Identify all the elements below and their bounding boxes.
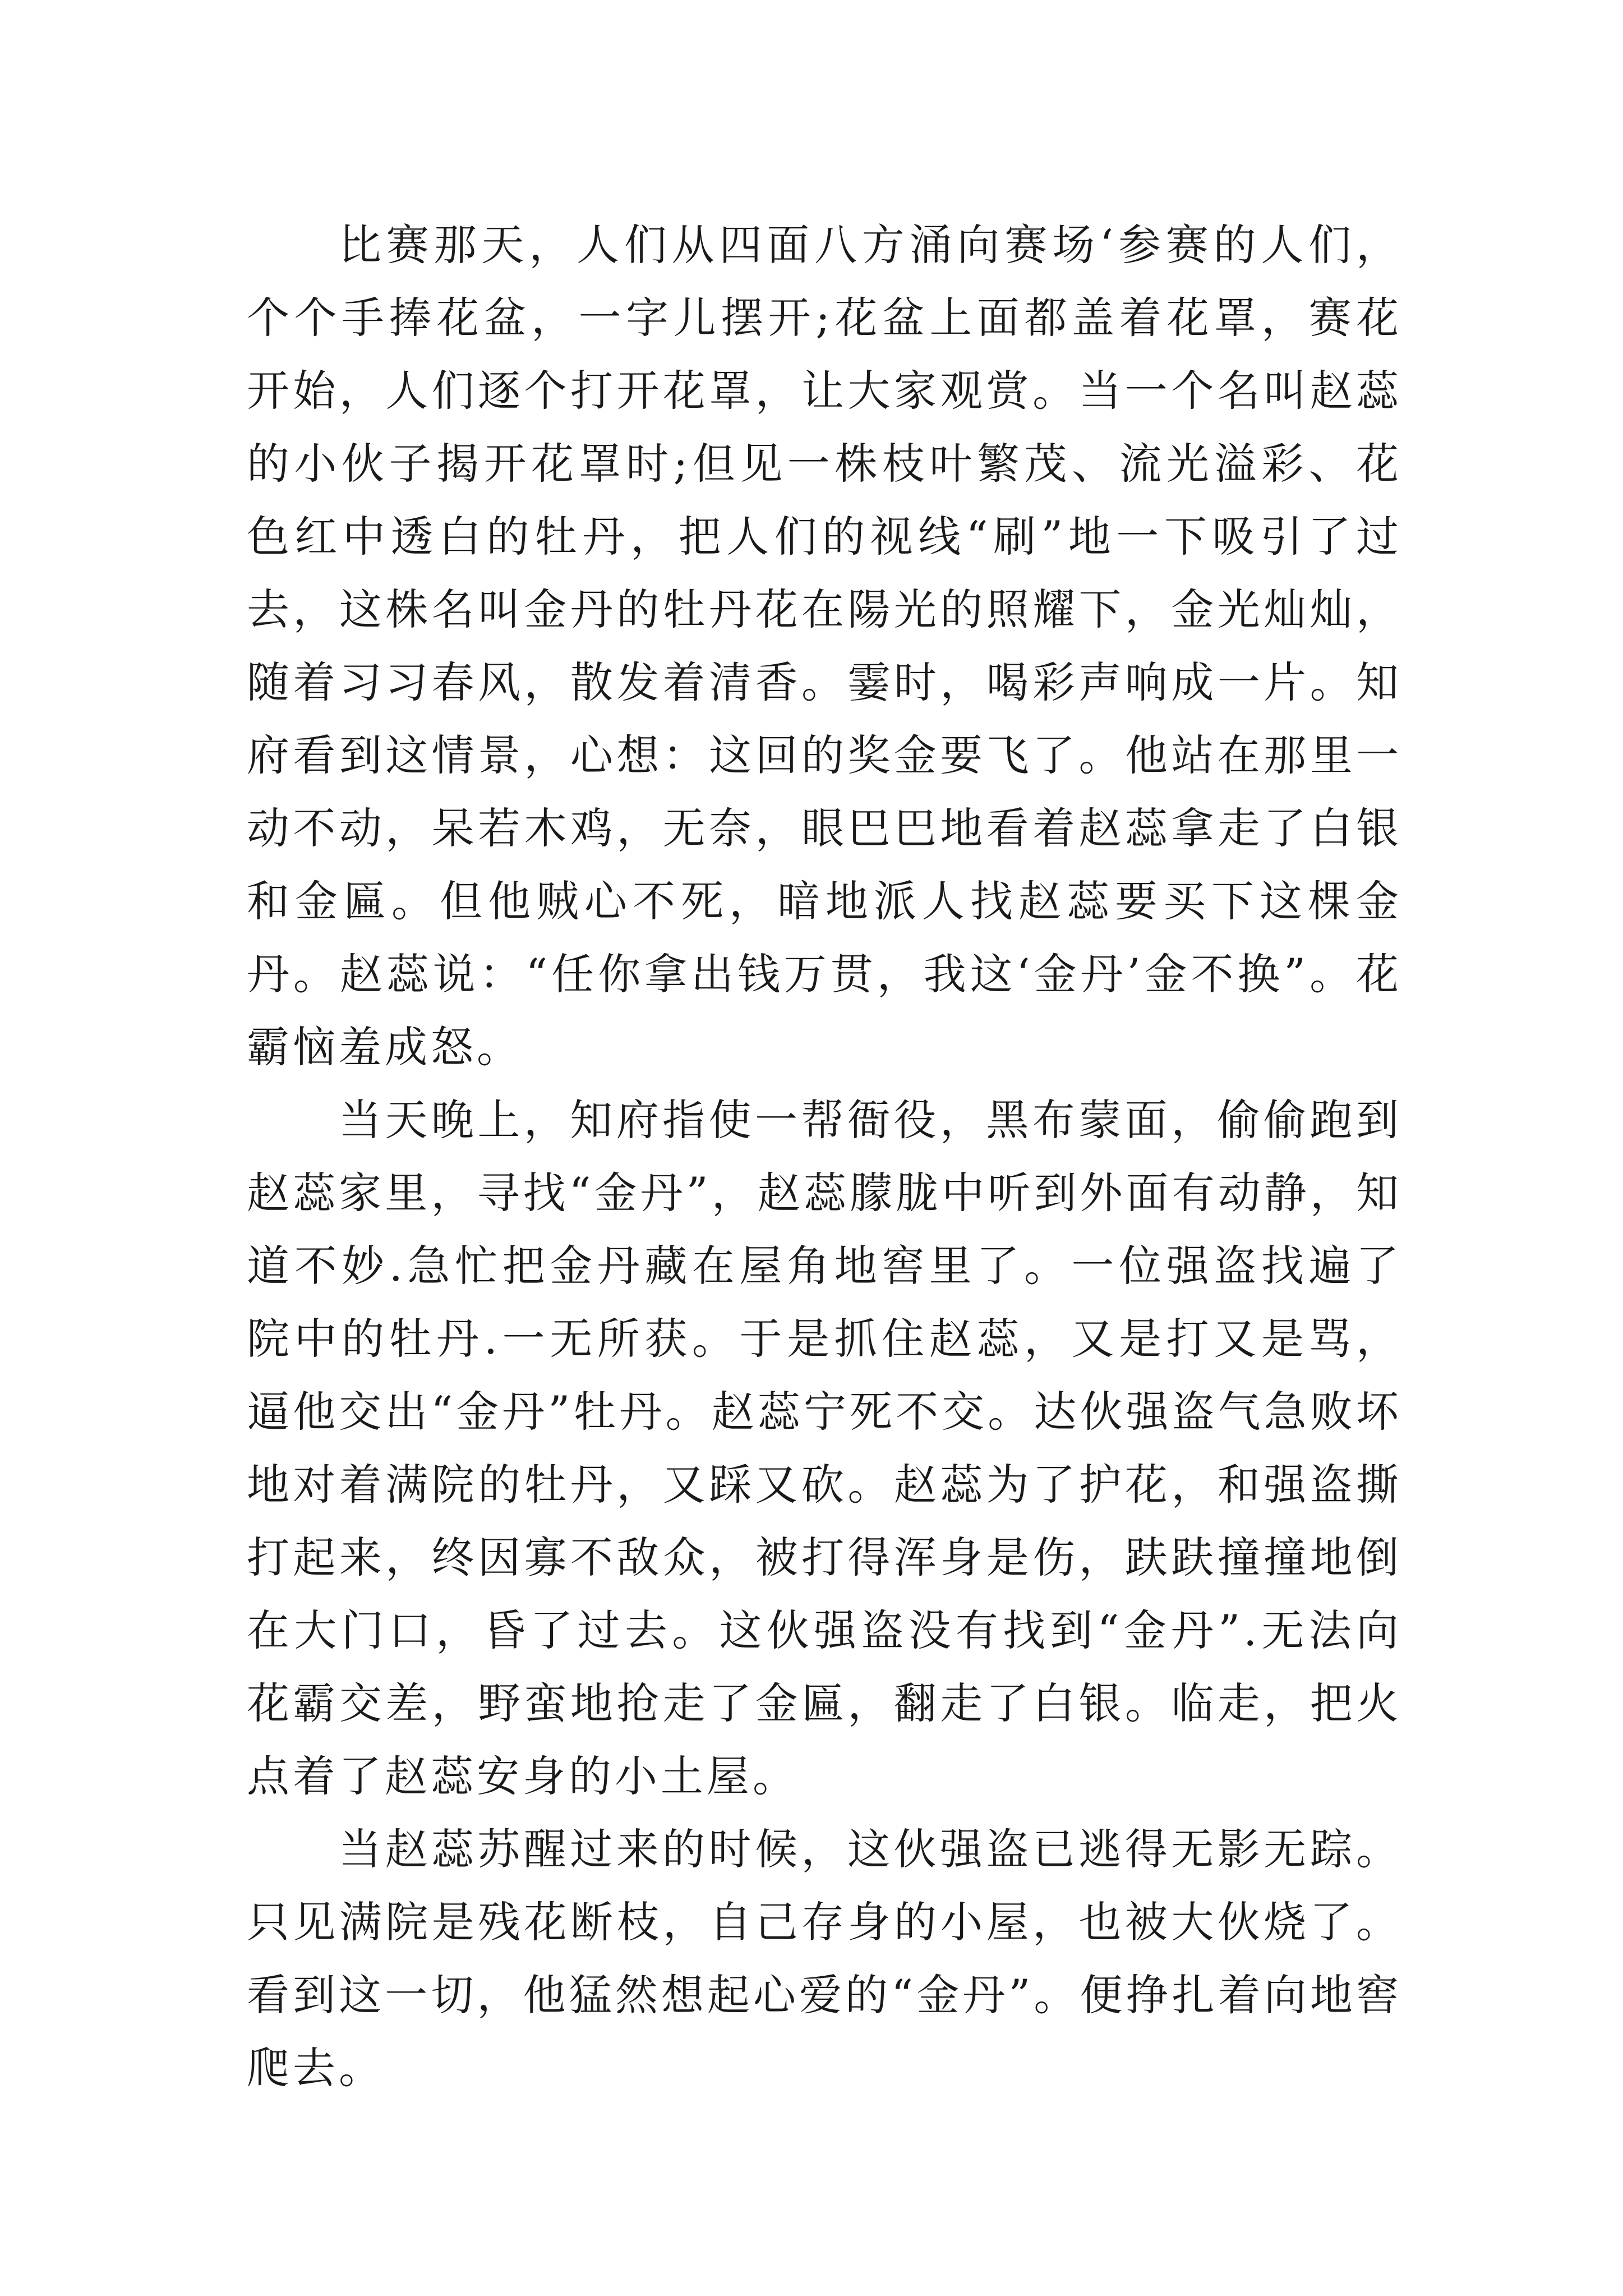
paragraph-1: 比赛那天，人们从四面八方涌向赛场‘参赛的人们，个个手捧花盆，一字儿摆开;花盆上面都盖着花罩，赛花开始，人们逐个打开花罩，让大家观赏。当一个名叫赵蕊的小伙子揭开花罩时;但见一株枝叶繁茂、流光溢彩、花色红中透白的牡丹，把人们的视线“刷”地一下吸引了过去，这株名叫金丹的牡丹花在陽光的照耀下，金光灿灿，随着习习春风，散发着清香。霎时，喝彩声响成一片。知府看到这情景，心想：这回的奖金要飞了。他站在那里一动不动，呆若木鸡，无奈，眼巴巴地看着赵蕊拿走了白银和金匾。但他贼心不死，暗地派人找赵蕊要买下这棵金丹。赵蕊说：“任你拿出钱万贯，我这‘金丹’金不换”。花霸恼羞成怒。 <box>247 220 1402 1072</box>
paragraph-3: 当赵蕊苏醒过来的时候，这伙强盗已逃得无影无踪。只见满院是残花断枝，自己存身的小屋，也被大伙烧了。看到这一切，他猛然想起心爱的“金丹”。便挣扎着向地窖爬去。 <box>247 1824 1402 2093</box>
paragraph-2: 当天晚上，知府指使一帮衙役，黑布蒙面，偷偷跑到赵蕊家里，寻找“金丹”，赵蕊朦胧中听到外面有动静，知道不妙.急忙把金丹藏在屋角地窖里了。一位强盗找遍了院中的牡丹.一无所获。于是抓住赵蕊，又是打又是骂，逼他交出“金丹”牡丹。赵蕊宁死不交。达伙强盗气急败坏地对着满院的牡丹，又踩又砍。赵蕊为了护花，和强盗撕打起来，终因寡不敌众，被打得浑身是伤，趺趺撞撞地倒在大门口，昏了过去。这伙强盗没有找到“金丹”.无法向花霸交差，野蛮地抢走了金匾，翻走了白银。临走，把火点着了赵蕊安身的小土屋。 <box>247 1095 1402 1801</box>
body-text <box>247 209 1402 2105</box>
